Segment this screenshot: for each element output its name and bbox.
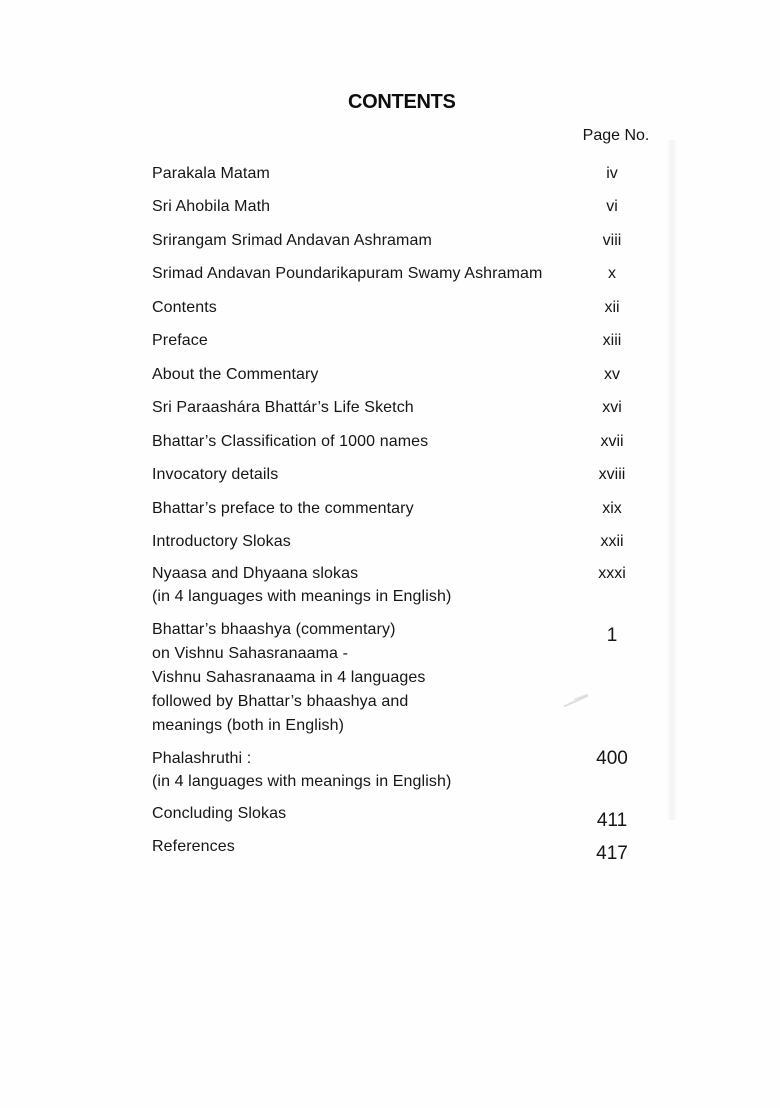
toc-row (152, 191, 672, 225)
toc-row (152, 258, 672, 292)
toc-row (152, 291, 672, 325)
toc-row (152, 618, 672, 738)
toc-entry-line: Vishnu Sahasranaama in 4 languages (152, 669, 426, 686)
toc-entry-line: Nyaasa and Dhyaana slokas (152, 565, 359, 582)
table-of-contents (152, 157, 672, 864)
toc-entry-title (152, 400, 552, 416)
toc-entry-line: Invocatory details (152, 466, 279, 484)
toc-entry-title (152, 367, 552, 383)
toc-row (152, 747, 672, 793)
toc-entry-line: followed by Bhattar’s bhaashya and (152, 693, 409, 710)
toc-entry-line: Contents (152, 298, 217, 316)
toc-entry-page-number: xix (602, 499, 622, 517)
toc-entry-line: Preface (152, 332, 208, 350)
toc-entry-page-number: 411 (596, 809, 628, 831)
toc-entry-title (152, 166, 552, 182)
toc-entry-page-number: 417 (596, 843, 628, 865)
toc-entry-title (152, 434, 552, 450)
toc-entry-line: Phalashruthi : (152, 750, 252, 767)
toc-entry-page-number: xv (604, 365, 620, 383)
toc-row (152, 425, 672, 459)
toc-entry-title (152, 333, 552, 349)
toc-entry-line: Concluding Slokas (152, 804, 287, 822)
toc-entry-title (152, 839, 552, 855)
toc-entry-line: Bhattar’s bhaashya (commentary) (152, 621, 396, 638)
toc-entry-page-number: xii (604, 298, 620, 316)
toc-entry-page-number: xvii (600, 432, 624, 450)
toc-entry-title (152, 501, 552, 517)
toc-entry-line: Bhattar’s preface to the commentary (152, 499, 414, 517)
toc-entry-page-number: viii (602, 231, 622, 249)
toc-row (152, 562, 672, 608)
toc-row (152, 325, 672, 359)
toc-entry-title (152, 266, 552, 282)
toc-row (152, 526, 672, 560)
toc-entry-page-number: 1 (606, 625, 618, 646)
toc-entry-title (152, 233, 552, 249)
toc-entry-title (152, 300, 552, 316)
toc-entry-title (152, 534, 552, 550)
toc-entry-page-number: xiii (602, 332, 622, 350)
toc-entry-line: Parakala Matam (152, 164, 270, 182)
toc-entry-page-number: iv (606, 164, 618, 182)
toc-entry-line: on Vishnu Sahasranaama - (152, 645, 349, 662)
toc-row (152, 797, 672, 831)
toc-entry-title (152, 618, 552, 738)
toc-entry-page-number: xxxi (598, 565, 626, 582)
toc-entry-title (152, 467, 552, 483)
toc-entry-title (152, 806, 552, 822)
toc-row (152, 157, 672, 191)
toc-entry-line: Sri Paraashára Bhattár’s Life Sketch (152, 399, 414, 417)
toc-entry-line: Introductory Slokas (152, 533, 291, 551)
toc-entry-title (152, 747, 552, 793)
toc-entry-page-number: xxii (600, 533, 624, 551)
toc-entry-line: Sri Ahobila Math (152, 198, 271, 216)
toc-entry-title (152, 562, 552, 608)
toc-entry-line: (in 4 languages with meanings in English) (152, 773, 452, 790)
toc-entry-page-number: xvi (602, 399, 622, 417)
toc-row (152, 492, 672, 526)
toc-row (152, 358, 672, 392)
toc-row (152, 831, 672, 865)
toc-entry-page-number: 400 (596, 748, 628, 769)
toc-row (152, 459, 672, 493)
toc-entry-line: Bhattar’s Classification of 1000 names (152, 432, 429, 450)
toc-entry-page-number: xviii (598, 466, 626, 484)
toc-entry-line: meanings (both in English) (152, 717, 345, 734)
toc-row (152, 224, 672, 258)
toc-row (152, 392, 672, 426)
toc-entry-line: Srimad Andavan Poundarikapuram Swamy Ashramam (152, 265, 543, 283)
toc-entry-line: Srirangam Srimad Andavan Ashramam (152, 231, 432, 249)
toc-entry-title (152, 199, 552, 215)
page-number-column-header: Page No. (582, 127, 650, 144)
toc-entry-line: References (152, 838, 235, 856)
toc-entry-line: (in 4 languages with meanings in English) (152, 588, 452, 605)
toc-entry-line: About the Commentary (152, 365, 319, 383)
toc-entry-page-number: vi (606, 198, 618, 216)
page-title: CONTENTS (348, 91, 456, 113)
toc-entry-page-number: x (608, 265, 616, 283)
